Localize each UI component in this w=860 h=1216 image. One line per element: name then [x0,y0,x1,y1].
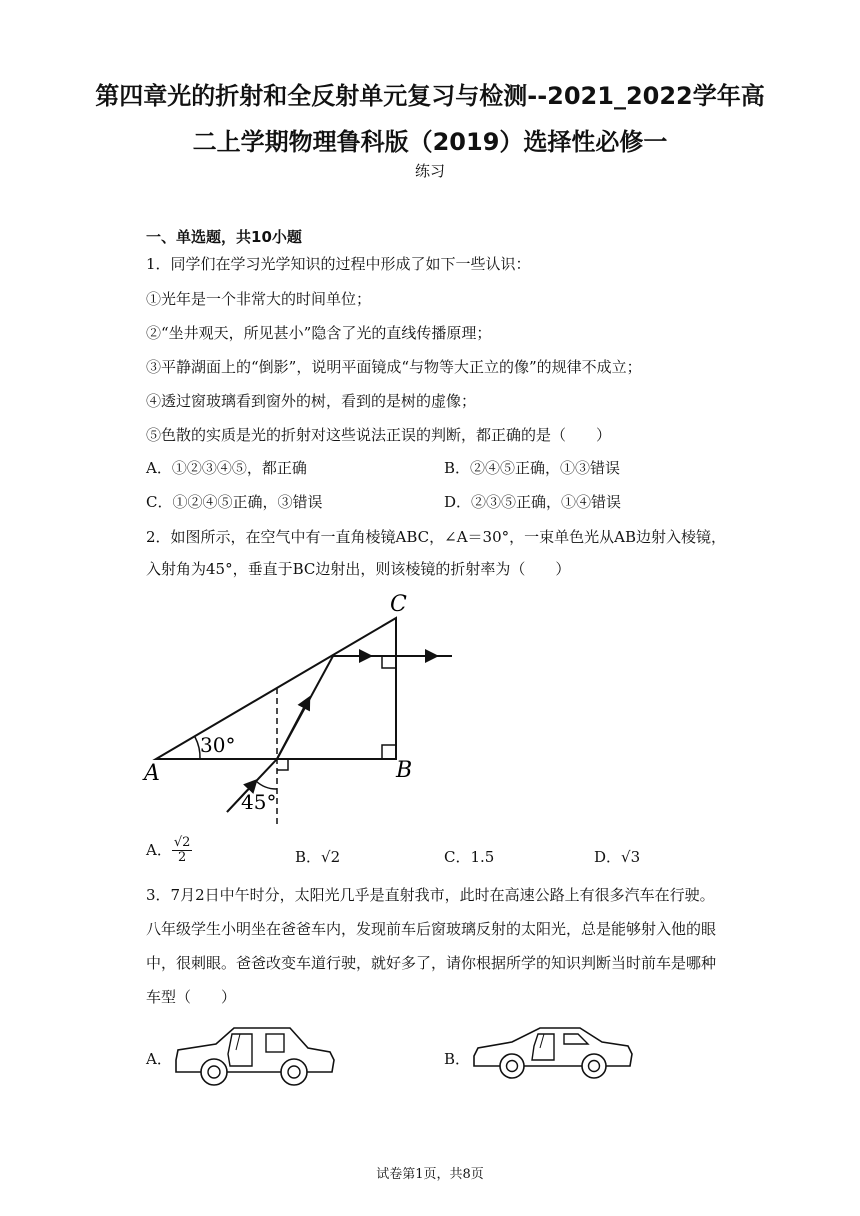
angle-arc-incident [256,781,277,789]
q1-option-c: C．①②④⑤正确，③错误 [146,493,323,511]
q2-option-a-denominator: 2 [177,850,187,866]
prism-diagram [140,588,470,833]
q2-option-d [594,846,640,867]
q1-option-b: B．②④⑤正确，①③错误 [444,459,621,477]
q3-line-2: 八年级学生小明坐在爸爸车内，发现前车后窗玻璃反射的太阳光，总是能够射入他的眼 [146,920,717,938]
q2-option-b-prefix: B． [295,848,322,866]
document-title-line-1: 第四章光的折射和全反射单元复习与检测--2021_2022学年高 [95,82,765,110]
car-b-image [470,1024,636,1082]
car-a-image [172,1024,338,1088]
document-subtitle: 练习 [414,162,445,180]
q3-line-3: 中，很刺眼。爸爸改变车道行驶，就好多了，请你根据所学的知识判断当时前车是哪种 [146,954,717,972]
q2-option-a-fraction [172,836,193,866]
q1-option-a: A．①②③④⑤，都正确 [146,459,307,477]
label-angle-a: 30° [200,733,236,757]
q3-option-b-label: B． [444,1050,471,1068]
label-b: B [396,758,413,783]
q1-item-1: ①光年是一个非常大的时间单位； [146,290,372,308]
q2-option-b [295,846,340,867]
right-angle-exit [382,656,396,668]
q2-option-a-numerator: √2 [173,835,191,850]
q2-stem-line-1: 2．如图所示，在空气中有一直角棱镜ABC，∠A＝30°，一束单色光从AB边射入棱镜， [146,528,727,546]
prism-triangle [156,618,396,759]
document-title-line-2: 二上学期物理鲁科版（2019）选择性必修一 [192,128,668,156]
q2-option-d-prefix: D． [594,848,622,866]
q2-option-a-prefix: A． [146,840,172,859]
q1-option-d: D．②③⑤正确，①④错误 [444,493,622,511]
page-footer: 试卷第1页，共8页 [376,1167,484,1182]
q2-option-a [146,836,192,866]
q2-option-b-value: √2 [321,848,341,866]
q1-item-5: ⑤色散的实质是光的折射对这些说法正误的判断，都正确的是（ ） [146,426,612,444]
q1-item-3: ③平静湖面上的“倒影”，说明平面镜成“与物等大正立的像”的规律不成立； [146,358,642,376]
section-heading: 一、单选题，共10小题 [146,228,302,246]
q2-stem-line-2: 入射角为45°，垂直于BC边射出，则该棱镜的折射率为（ ） [146,560,571,578]
right-angle-incidence [277,759,288,770]
label-a: A [144,761,160,786]
right-angle-b [382,745,396,759]
q3-line-1: 3．7月2日中午时分，太阳光几乎是直射我市，此时在高速公路上有很多汽车在行驶。 [146,886,715,904]
q3-option-a-label: A． [146,1050,172,1068]
label-c: C [390,592,407,617]
q1-stem: 1．同学们在学习光学知识的过程中形成了如下一些认识： [146,255,531,273]
q1-item-2: ②“坐井观天，所见甚小”隐含了光的直线传播原理； [146,324,492,342]
label-angle-incident: 45° [241,790,277,814]
q2-option-d-value: √3 [621,848,641,866]
q1-item-4: ④透过窗玻璃看到窗外的树，看到的是树的虚像； [146,392,477,410]
q2-option-c: C．1.5 [444,848,495,866]
q3-line-4: 车型（ ） [146,988,237,1006]
